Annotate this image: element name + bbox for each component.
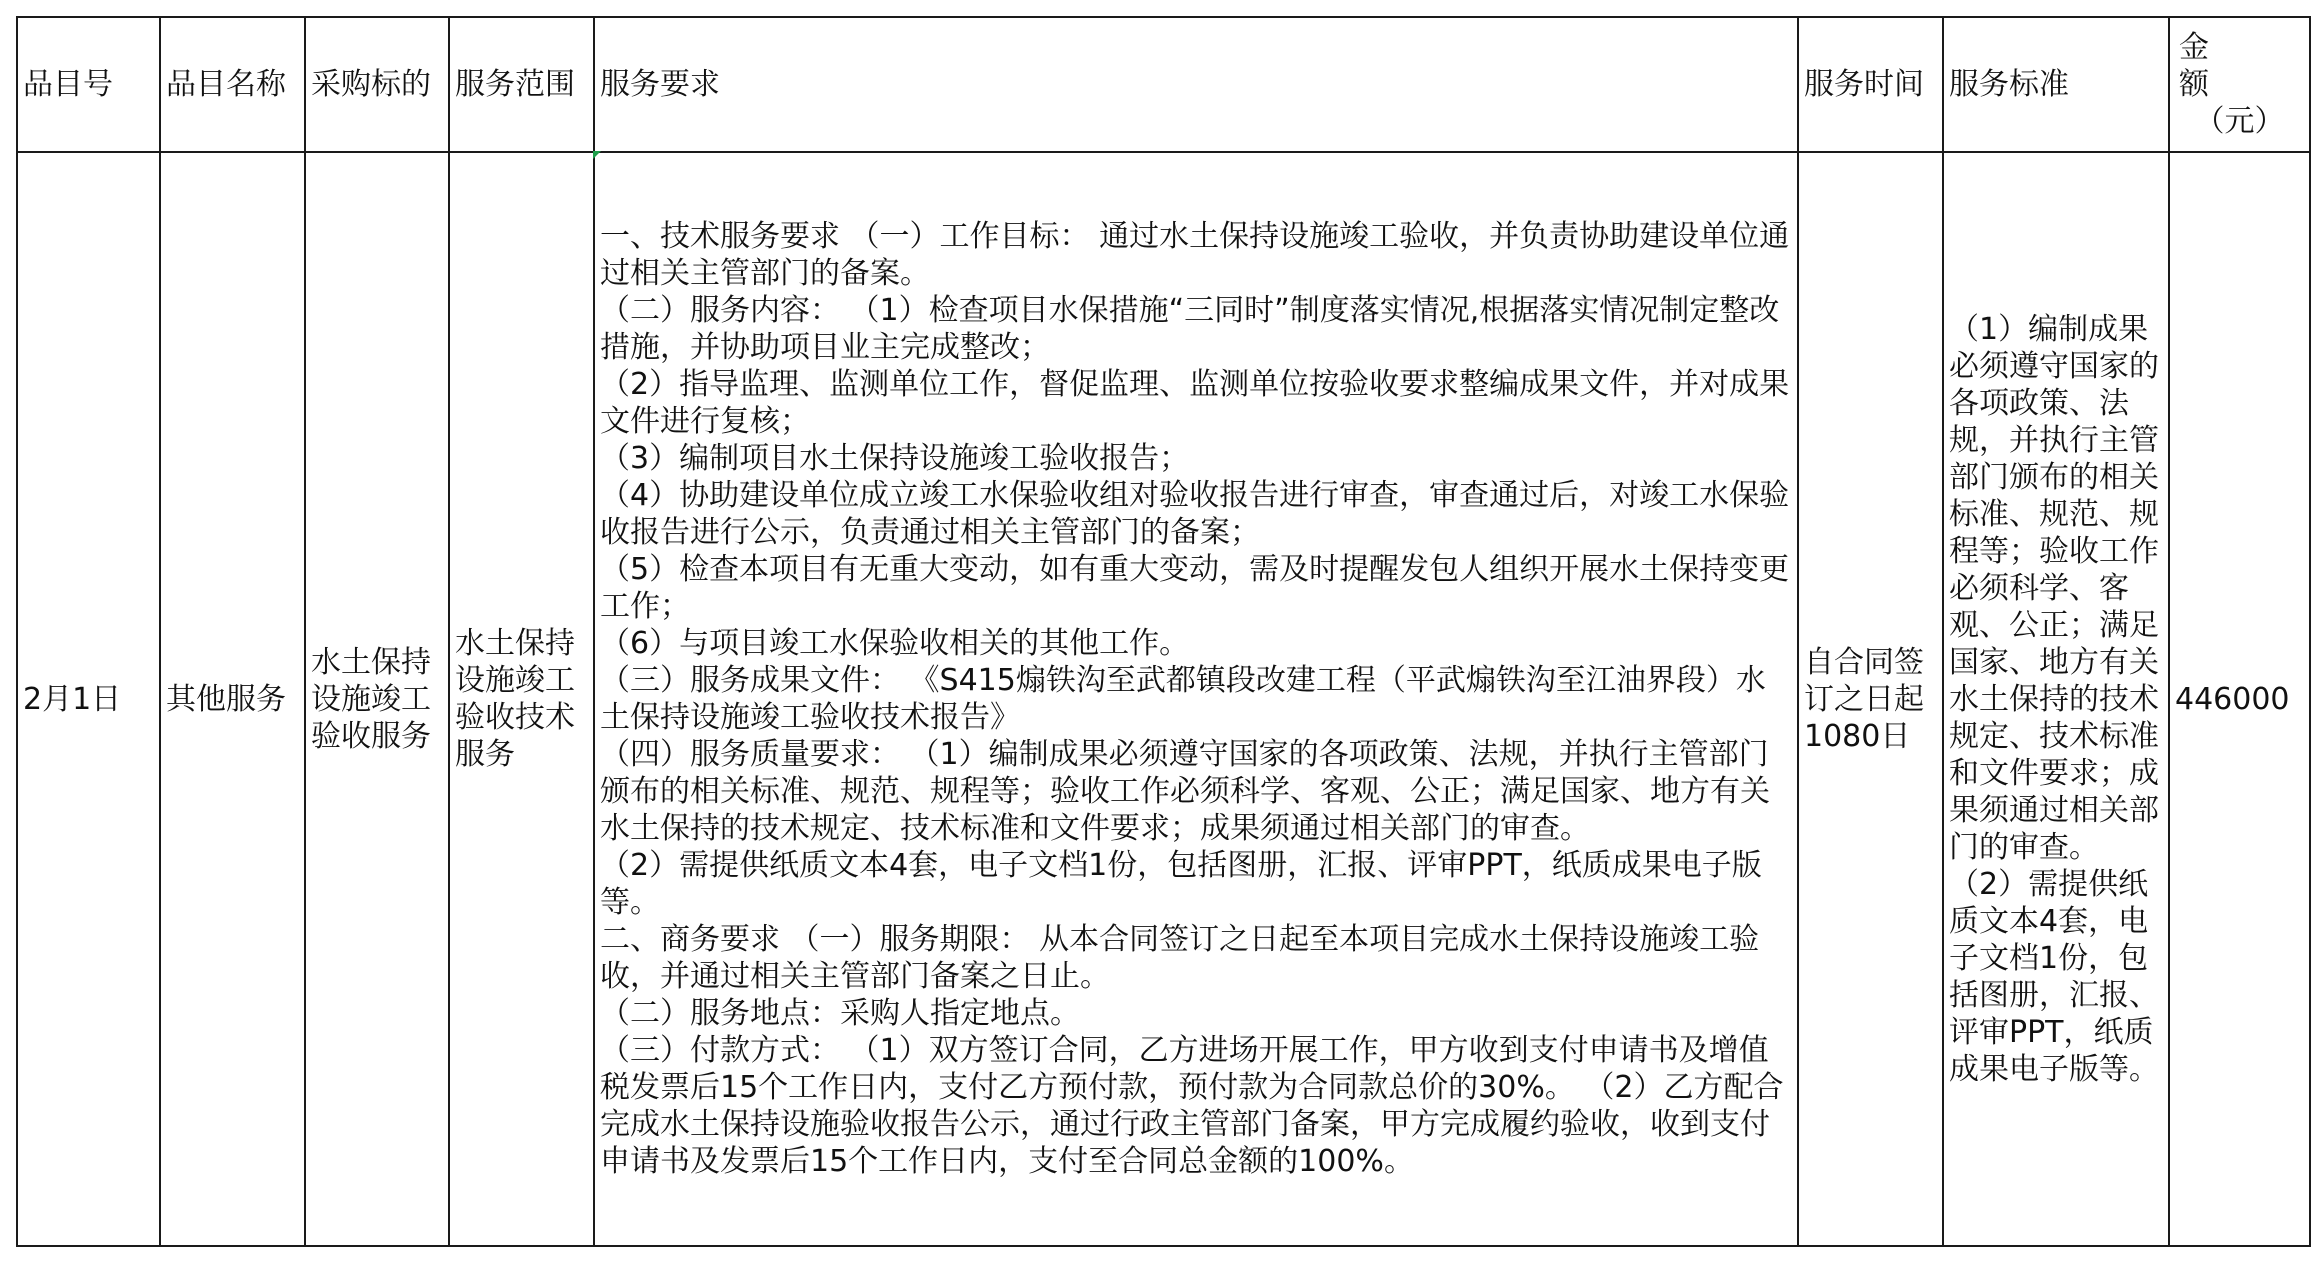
requirement-paragraph: （四）服务质量要求： （1）编制成果必须遵守国家的各项政策、法规，并执行主管部门颁布的相关标准、规范、规程等；验收工作必须科学、客观、公正；满足国家、地方有关水土保持的技术规定、技术标准和文件要求；成果须通过相关部门的审查。 bbox=[600, 737, 1770, 846]
requirement-paragraph: （6）与项目竣工水保验收相关的其他工作。 bbox=[600, 626, 1190, 661]
cell-item-name: 其他服务 bbox=[160, 152, 305, 1246]
requirement-paragraph: （2）需提供纸质文本4套，电子文档1份，包括图册，汇报、评审PPT，纸质成果电子版等。 bbox=[600, 848, 1762, 920]
header-time: 服务时间 bbox=[1798, 17, 1943, 152]
table-header-row bbox=[17, 17, 2310, 152]
requirement-paragraph: （4）协助建设单位成立竣工水保验收组对验收报告进行审查，审查通过后，对竣工水保验收报告进行公示，负责通过相关主管部门的备案； bbox=[600, 478, 1790, 550]
procurement-table bbox=[16, 16, 2311, 1247]
cell-standard bbox=[1943, 152, 2169, 1246]
requirement-paragraph: （三）付款方式： （1）双方签订合同，乙方进场开展工作，甲方收到支付申请书及增值税发票后15个工作日内，支付乙方预付款，预付款为合同款总价的30%。 （2）乙方配合完成水土保持设施验收报告公示，通过行政主管部门备案，甲方完成履约验收，收到支付申请书及发票后15个工作日内，支付至合同总金额的100%。 bbox=[600, 1033, 1784, 1179]
requirement-paragraph: 一、技术服务要求 （一）工作目标： 通过水土保持设施竣工验收，并负责协助建设单位通过相关主管部门的备案。 bbox=[600, 219, 1790, 291]
requirement-paragraph: 二、商务要求 （一）服务期限： 从本合同签订之日起至本项目完成水土保持设施竣工验收，并通过相关主管部门备案之日止。 bbox=[600, 922, 1760, 994]
requirement-paragraph: （5）检查本项目有无重大变动，如有重大变动，需及时提醒发包人组织开展水土保持变更工作； bbox=[600, 552, 1790, 624]
header-standard: 服务标准 bbox=[1943, 17, 2169, 152]
table-row bbox=[17, 152, 2310, 1246]
cell-scope: 水土保持设施竣工验收技术服务 bbox=[449, 152, 594, 1246]
procurement-table-wrapper bbox=[16, 16, 2311, 1247]
header-item-no: 品目号 bbox=[17, 17, 160, 152]
header-amount-line2: （元） bbox=[2194, 104, 2285, 139]
standard-paragraph: （2）需提供纸质文本4套，电子文档1份，包括图册，汇报、评审PPT，纸质成果电子版等。 bbox=[1949, 866, 2159, 1087]
requirement-paragraph: （二）服务地点：采购人指定地点。 bbox=[600, 996, 1080, 1031]
standard-paragraph: （1）编制成果必须遵守国家的各项政策、法规，并执行主管部门颁布的相关标准、规范、规程等；验收工作必须科学、客观、公正；满足国家、地方有关水土保持的技术规定、技术标准和文件要求；成果须通过相关部门的审查。 bbox=[1949, 311, 2159, 865]
cell-time: 自合同签订之日起1080日 bbox=[1798, 152, 1943, 1246]
cell-requirements bbox=[594, 152, 1798, 1246]
header-target: 采购标的 bbox=[305, 17, 449, 152]
requirement-paragraph: （三）服务成果文件： 《S415煽铁沟至武都镇段改建工程（平武煽铁沟至江油界段）水土保持设施竣工验收技术报告》 bbox=[600, 663, 1766, 735]
header-amount-line1: 金 额 bbox=[2179, 30, 2269, 102]
cell-amount: 446000 bbox=[2169, 152, 2310, 1246]
cell-item-no: 2月1日 bbox=[17, 152, 160, 1246]
header-requirements: 服务要求 bbox=[594, 17, 1798, 152]
header-item-name: 品目名称 bbox=[160, 17, 305, 152]
requirement-paragraph: （二）服务内容： （1）检查项目水保措施“三同时”制度落实情况,根据落实情况制定整改措施，并协助项目业主完成整改； bbox=[600, 293, 1780, 365]
requirement-paragraph: （3）编制项目水土保持设施竣工验收报告； bbox=[600, 441, 1190, 476]
requirement-paragraph: （2）指导监理、监测单位工作，督促监理、监测单位按验收要求整编成果文件，并对成果文件进行复核； bbox=[600, 367, 1790, 439]
header-amount bbox=[2169, 17, 2310, 152]
cell-target: 水土保持设施竣工验收服务 bbox=[305, 152, 449, 1246]
comment-marker-icon bbox=[593, 151, 601, 159]
header-scope: 服务范围 bbox=[449, 17, 594, 152]
